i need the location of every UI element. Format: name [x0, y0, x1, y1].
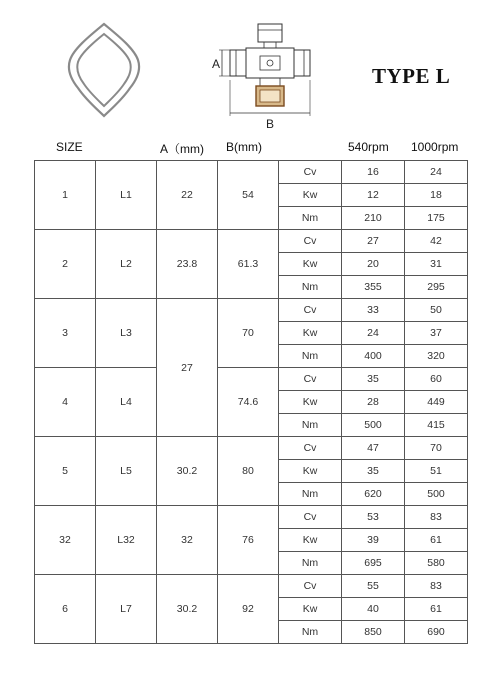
model-cell: L2 — [96, 230, 157, 299]
table-row — [35, 161, 468, 184]
value-1000-cell: 295 — [405, 276, 468, 299]
value-540-cell: 28 — [342, 391, 405, 414]
value-540-cell: 24 — [342, 322, 405, 345]
model-cell: L3 — [96, 299, 157, 368]
size-cell: 32 — [35, 506, 96, 575]
value-540-cell: 35 — [342, 368, 405, 391]
value-540-cell: 12 — [342, 184, 405, 207]
value-540-cell: 620 — [342, 483, 405, 506]
value-1000-cell: 37 — [405, 322, 468, 345]
value-540-cell: 400 — [342, 345, 405, 368]
value-1000-cell: 500 — [405, 483, 468, 506]
value-1000-cell: 60 — [405, 368, 468, 391]
b-cell: 92 — [218, 575, 279, 644]
value-540-cell: 33 — [342, 299, 405, 322]
metric-name-cell: Kw — [279, 598, 342, 621]
page-title: TYPE L — [372, 64, 451, 88]
model-cell: L7 — [96, 575, 157, 644]
a-cell: 32 — [157, 506, 218, 575]
value-540-cell: 500 — [342, 414, 405, 437]
header-540rpm: 540rpm — [348, 140, 389, 154]
metric-name-cell: Cv — [279, 437, 342, 460]
value-1000-cell: 42 — [405, 230, 468, 253]
size-cell: 1 — [35, 161, 96, 230]
value-1000-cell: 61 — [405, 529, 468, 552]
metric-name-cell: Kw — [279, 391, 342, 414]
value-540-cell: 695 — [342, 552, 405, 575]
metric-name-cell: Cv — [279, 299, 342, 322]
metric-name-cell: Kw — [279, 460, 342, 483]
value-540-cell: 53 — [342, 506, 405, 529]
b-cell: 80 — [218, 437, 279, 506]
model-cell: L5 — [96, 437, 157, 506]
value-1000-cell: 415 — [405, 414, 468, 437]
size-cell: 2 — [35, 230, 96, 299]
value-1000-cell: 24 — [405, 161, 468, 184]
b-cell: 74.6 — [218, 368, 279, 437]
b-cell: 76 — [218, 506, 279, 575]
value-540-cell: 55 — [342, 575, 405, 598]
size-cell: 4 — [35, 368, 96, 437]
spec-table — [34, 160, 468, 644]
metric-name-cell: Nm — [279, 276, 342, 299]
metric-name-cell: Kw — [279, 253, 342, 276]
value-1000-cell: 51 — [405, 460, 468, 483]
a-cell: 23.8 — [157, 230, 218, 299]
value-540-cell: 40 — [342, 598, 405, 621]
value-1000-cell: 70 — [405, 437, 468, 460]
table-row — [35, 299, 468, 322]
b-cell: 61.3 — [218, 230, 279, 299]
metric-name-cell: Nm — [279, 345, 342, 368]
table-row — [35, 230, 468, 253]
table-row — [35, 368, 468, 391]
metric-name-cell: Nm — [279, 207, 342, 230]
a-cell: 30.2 — [157, 437, 218, 506]
table-row — [35, 506, 468, 529]
size-cell: 3 — [35, 299, 96, 368]
dim-a-label: A — [212, 57, 221, 71]
value-1000-cell: 175 — [405, 207, 468, 230]
model-cell: L4 — [96, 368, 157, 437]
metric-name-cell: Cv — [279, 161, 342, 184]
b-cell: 54 — [218, 161, 279, 230]
metric-name-cell: Kw — [279, 322, 342, 345]
a-cell: 27 — [157, 299, 218, 437]
value-1000-cell: 83 — [405, 506, 468, 529]
value-1000-cell: 31 — [405, 253, 468, 276]
table-row — [35, 575, 468, 598]
header-b-mm: B(mm) — [226, 140, 262, 154]
model-cell: L32 — [96, 506, 157, 575]
metric-name-cell: Kw — [279, 529, 342, 552]
value-540-cell: 35 — [342, 460, 405, 483]
value-1000-cell: 18 — [405, 184, 468, 207]
cross-section-drawing — [64, 20, 144, 120]
metric-name-cell: Nm — [279, 552, 342, 575]
size-cell: 5 — [35, 437, 96, 506]
value-1000-cell: 50 — [405, 299, 468, 322]
value-1000-cell: 449 — [405, 391, 468, 414]
b-cell: 70 — [218, 299, 279, 368]
metric-name-cell: Nm — [279, 414, 342, 437]
metric-name-cell: Cv — [279, 230, 342, 253]
value-540-cell: 355 — [342, 276, 405, 299]
header-a-mm: A（mm) — [160, 142, 204, 156]
value-540-cell: 850 — [342, 621, 405, 644]
header-1000rpm: 1000rpm — [411, 140, 459, 154]
value-1000-cell: 690 — [405, 621, 468, 644]
a-cell: 22 — [157, 161, 218, 230]
dim-b-label: B — [266, 117, 275, 131]
size-cell: 6 — [35, 575, 96, 644]
metric-name-cell: Kw — [279, 184, 342, 207]
header-size: SIZE — [56, 140, 83, 154]
metric-name-cell: Cv — [279, 368, 342, 391]
metric-name-cell: Cv — [279, 575, 342, 598]
model-cell: L1 — [96, 161, 157, 230]
joint-cross-diagram — [210, 18, 330, 131]
metric-name-cell: Cv — [279, 506, 342, 529]
a-cell: 30.2 — [157, 575, 218, 644]
metric-name-cell: Nm — [279, 483, 342, 506]
value-1000-cell: 83 — [405, 575, 468, 598]
value-540-cell: 39 — [342, 529, 405, 552]
table-row — [35, 437, 468, 460]
value-1000-cell: 320 — [405, 345, 468, 368]
value-540-cell: 20 — [342, 253, 405, 276]
value-1000-cell: 61 — [405, 598, 468, 621]
value-540-cell: 210 — [342, 207, 405, 230]
value-540-cell: 27 — [342, 230, 405, 253]
value-540-cell: 47 — [342, 437, 405, 460]
value-1000-cell: 580 — [405, 552, 468, 575]
value-540-cell: 16 — [342, 161, 405, 184]
metric-name-cell: Nm — [279, 621, 342, 644]
